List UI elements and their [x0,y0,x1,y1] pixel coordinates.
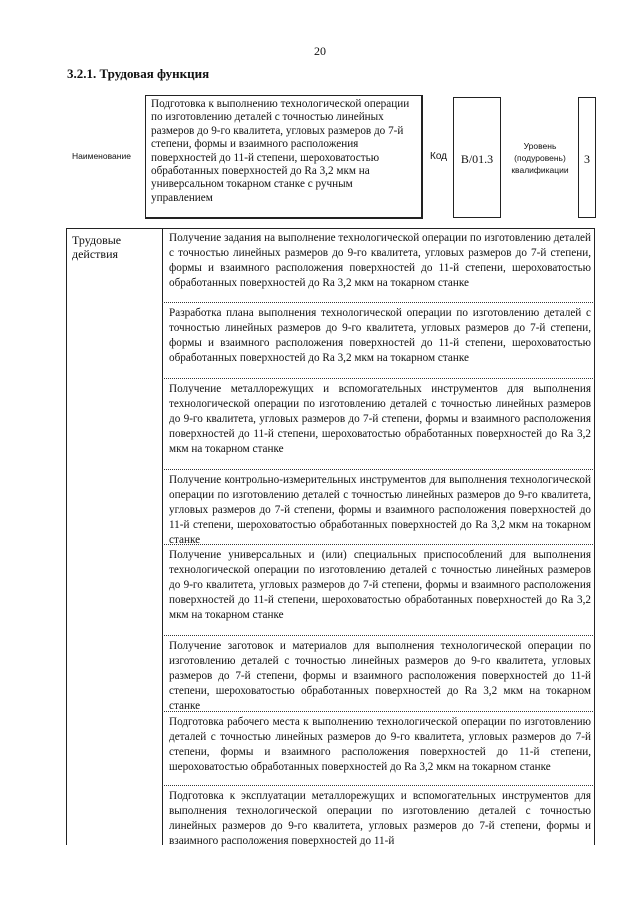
labor-action-item: Подготовка рабочего места к выполнению технологической операции по изготовлению деталей с точностью линейных размеров до 9-го квалитета, угловых размеров до 7-й степени, формы и взаимного расположения поверхностей до 11-й степени, шероховатостью обработанных поверхностей до Ra 3,2 мкм на токарном станке [162,712,595,786]
labor-action-item: Получение металлорежущих и вспомогательных инструментов для выполнения технологической операции по изготовлению деталей с точностью линейных размеров до 9-го квалитета, угловых размеров до 7-й степени, формы и взаимного расположения поверхностей до 11-й степени, шероховатостью обработанных поверхностей до Ra 3,2 мкм на токарном станке [162,379,595,470]
page-number: 20 [314,44,326,58]
labor-actions-list [162,228,595,848]
level-value-box: 3 [578,97,596,218]
section-title: 3.2.1. Трудовая функция [67,66,210,81]
labor-action-item: Подготовка к эксплуатации металлорежущих и вспомогательных инструментов для выполнения технологической операции по изготовлению деталей с точностью линейных размеров до 9-го квалитета, угловых размеров до 7-й степени, формы и взаимного расположения поверхностей до 11-й [169,790,591,847]
labor-action-item: Получение контрольно-измерительных инструментов для выполнения технологической операции по изготовлению деталей с точностью линейных размеров до 9-го квалитета, угловых размеров до 7-й степени, формы и взаимного расположения поверхностей до 11-й степени, шероховатостью обработанных поверхностей до Ra 3,2 мкм на токарном станке [162,470,595,545]
level-label: Уровень (подуровень) квалификации [511,141,569,175]
function-name-box: Подготовка к выполнению технологической операции по изготовлению деталей с точностью линейных размеров до 9-го квалитета, угловых размеров до 7-й степени, формы и взаимного расположения поверхностей до 11-й степени, шероховатостью обработанных поверхностей до Ra 3,2 мкм на универсальном токарном станке с ручным управлением [145,95,423,219]
labor-action-item: Разработка плана выполнения технологической операции по изготовлению деталей с точностью линейных размеров до 9-го квалитета, угловых размеров до 7-й степени, формы и взаимного расположения поверхностей до 11-й степени, шероховатостью обработанных поверхностей до Ra 3,2 мкм на токарном станке [162,303,595,379]
labor-action-item: Получение универсальных и (или) специальных приспособлений для выполнения технологической операции по изготовлению деталей с точностью линейных размеров до 9-го квалитета, угловых размеров до 7-й степени, формы и взаимного расположения поверхностей до 11-й степени, шероховатостью обработанных поверхностей до Ra 3,2 мкм на токарном станке [162,545,595,636]
code-label: Код [430,151,448,162]
code-value-box: B/01.3 [453,97,501,218]
labor-action-item: Получение заготовок и материалов для выполнения технологической операции по изготовлению деталей с точностью линейных размеров до 9-го квалитета, угловых размеров до 7-й степени, формы и взаимного расположения поверхностей до 11-й степени, шероховатостью обработанных поверхностей до Ra 3,2 мкм на токарном станке [162,636,595,712]
labor-actions-label: Трудовые действия [72,233,122,261]
name-label: Наименование [72,151,131,161]
labor-action-item: Получение задания на выполнение технологической операции по изготовлению деталей с точностью линейных размеров до 9-го квалитета, угловых размеров до 7-й степени, формы и взаимного расположения поверхностей до 11-й степени, шероховатостью обработанных поверхностей до Ra 3,2 мкм на токарном станке [162,228,595,303]
